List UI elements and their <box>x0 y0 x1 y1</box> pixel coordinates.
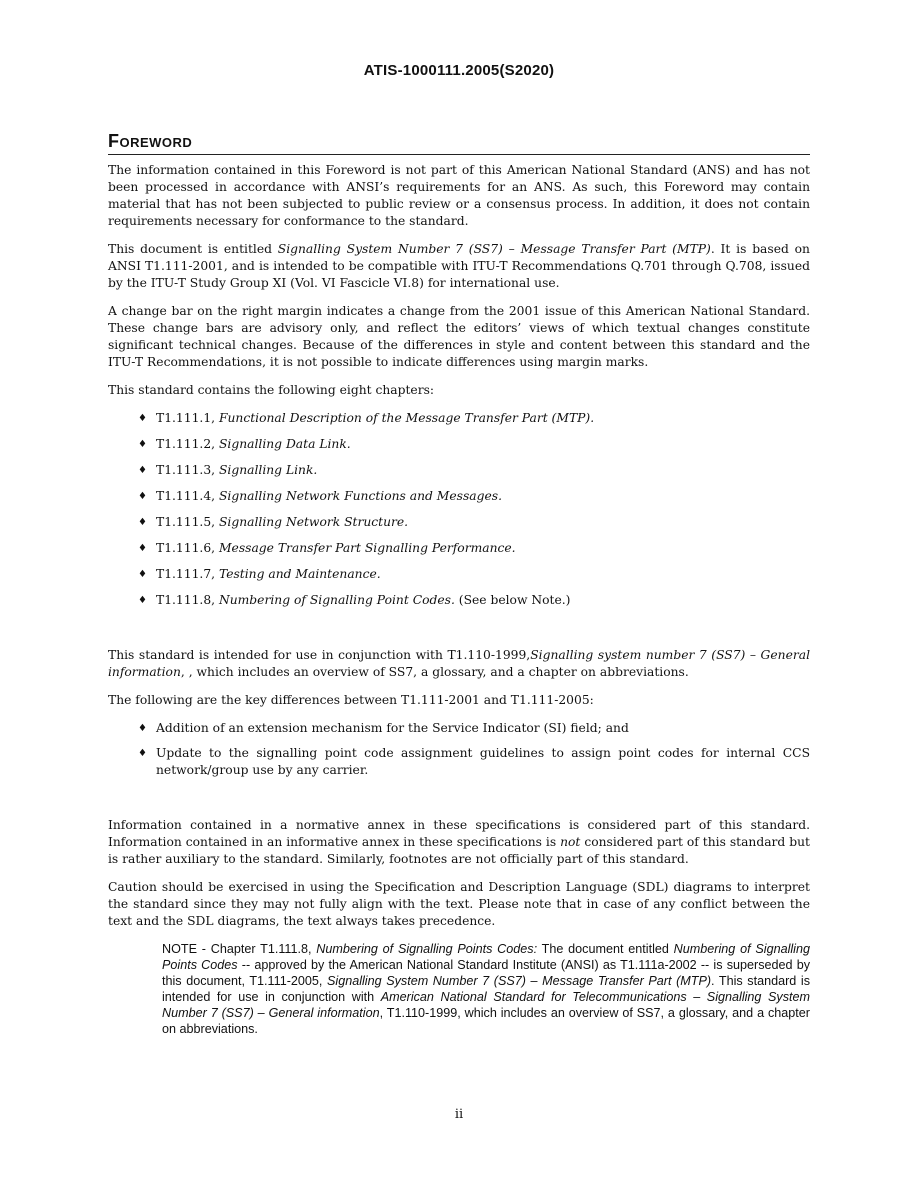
chapter-suffix: (See below Note.) <box>454 593 571 607</box>
chapter-item <box>108 514 810 531</box>
page-number: ii <box>454 1107 464 1122</box>
paragraph-conjunction <box>108 647 810 681</box>
chapter-list <box>108 410 810 609</box>
chapter-item <box>108 436 810 453</box>
chapter-item <box>108 410 810 427</box>
chapter-item <box>108 540 810 557</box>
chapter-code: T1.111.1, <box>156 411 219 425</box>
paragraph-document-title <box>108 241 810 292</box>
text-segment: . It is based on ANSI T1.111-2001, and is intended to be compatible with ITU-T Recommendations Q.701 through Q.708, issued by the ITU-T Study Group XI (Vol. VI Fascicle VI.8) for international use. <box>108 242 810 290</box>
paragraph-change-bars: A change bar on the right margin indicates a change from the 2001 issue of this American National Standard. These change bars are advisory only, and reflect the editors’ views of which textual changes constitute significant technical changes. Because of the differences in style and content between this standard and the ITU-T Recommendations, it is not possible to indicate differences using margin marks. <box>108 304 810 369</box>
text-segment: This document is entitled <box>108 242 278 256</box>
document-title-italic: Signalling System Number 7 (SS7) – Message Transfer Part (MTP) <box>277 242 711 256</box>
note-italic: Numbering of Signalling Points Codes <box>162 942 810 972</box>
section-title: Foreword <box>108 130 810 155</box>
paragraph-differences-intro: The following are the key differences between T1.111-2001 and T1.111-2005: <box>108 693 594 707</box>
chapter-title: Signalling Link. <box>218 463 318 477</box>
note-text: -- approved by the American National Standard Institute (ANSI) as T1.111a-2002 -- is superseded by this document, T1.111-2005, <box>162 958 810 988</box>
text-segment: Information contained in a normative annex in these specifications is considered part of this standard. Information contained in an informative annex in these specifications is <box>108 818 810 849</box>
chapter-item <box>108 566 810 583</box>
chapter-item <box>108 592 810 609</box>
note-text: , T1.110-1999, which includes an overview of SS7, a glossary, and a chapter on abbreviations. <box>162 1006 810 1036</box>
text-segment: , , which includes an overview of SS7, a glossary, and a chapter on abbreviations. <box>180 665 689 679</box>
chapter-code: T1.111.3, <box>156 463 219 477</box>
chapter-code: T1.111.5, <box>156 515 219 529</box>
chapter-title: Message Transfer Part Signalling Performance. <box>218 541 516 555</box>
emphasis-not: not <box>560 835 581 849</box>
text-segment: considered part of this standard but is rather auxiliary to the standard. Similarly, footnotes are not officially part of this standard. <box>108 835 810 866</box>
chapter-code: T1.111.7, <box>156 567 219 581</box>
difference-item: ♦ Update to the signalling point code assignment guidelines to assign point codes for internal CCS network/group use by any carrier. <box>108 745 810 779</box>
document-id-header: ATIS-1000111.2005(S2020) <box>363 62 555 79</box>
chapter-title: Signalling Network Functions and Messages. <box>218 489 502 503</box>
chapter-item <box>108 488 810 505</box>
note-italic: American National Standard for Telecommunications – Signalling System Number 7 (SS7) – General information <box>162 990 810 1020</box>
note-text: NOTE - Chapter T1.111.8, <box>162 942 317 956</box>
chapter-code: T1.111.4, <box>156 489 219 503</box>
chapter-code: T1.111.2, <box>156 437 219 451</box>
chapter-title: Testing and Maintenance. <box>218 567 381 581</box>
differences-list <box>108 720 810 779</box>
note-text: . This standard is intended for use in conjunction with <box>162 974 810 1004</box>
paragraph-not-part-of-ans: The information contained in this Foreword is not part of this American National Standard (ANS) and has not been processed in accordance with ANSI’s requirements for an ANS. As such, this Foreword may contain material that has not been subjected to public review or a consensus process. In addition, it does not contain requirements necessary for conformance to the standard. <box>108 163 810 228</box>
paragraph-sdl-caution: Caution should be exercised in using the Specification and Description Language (SDL) diagrams to interpret the standard since they may not fully align with the text. Please note that in case of any conflict between the text and the SDL diagrams, the text always takes precedence. <box>108 880 810 928</box>
note-italic: Numbering of Signalling Points Codes: <box>316 942 538 956</box>
chapter-title: Functional Description of the Message Transfer Part (MTP). <box>218 411 595 425</box>
chapter-title: Signalling Network Structure. <box>218 515 409 529</box>
paragraph-annexes <box>108 817 810 868</box>
chapter-code: T1.111.8, <box>156 593 219 607</box>
referenced-title-italic: Signalling system number 7 (SS7) – General information <box>108 648 810 679</box>
chapter-item <box>108 462 810 479</box>
foreword-body <box>108 162 810 1037</box>
note-text: The document entitled <box>537 942 674 956</box>
chapter-title: Signalling Data Link. <box>218 437 351 451</box>
chapter-title: Numbering of Signalling Point Codes. <box>218 593 455 607</box>
paragraph-chapters-intro: This standard contains the following eight chapters: <box>108 383 435 397</box>
note-block <box>162 941 810 1037</box>
chapter-code: T1.111.6, <box>156 541 219 555</box>
note-italic: Signalling System Number 7 (SS7) – Message Transfer Part (MTP) <box>327 974 712 988</box>
difference-item: ♦ Addition of an extension mechanism for the Service Indicator (SI) field; and <box>108 720 810 737</box>
text-segment: This standard is intended for use in conjunction with T1.110-1999, <box>108 648 531 662</box>
